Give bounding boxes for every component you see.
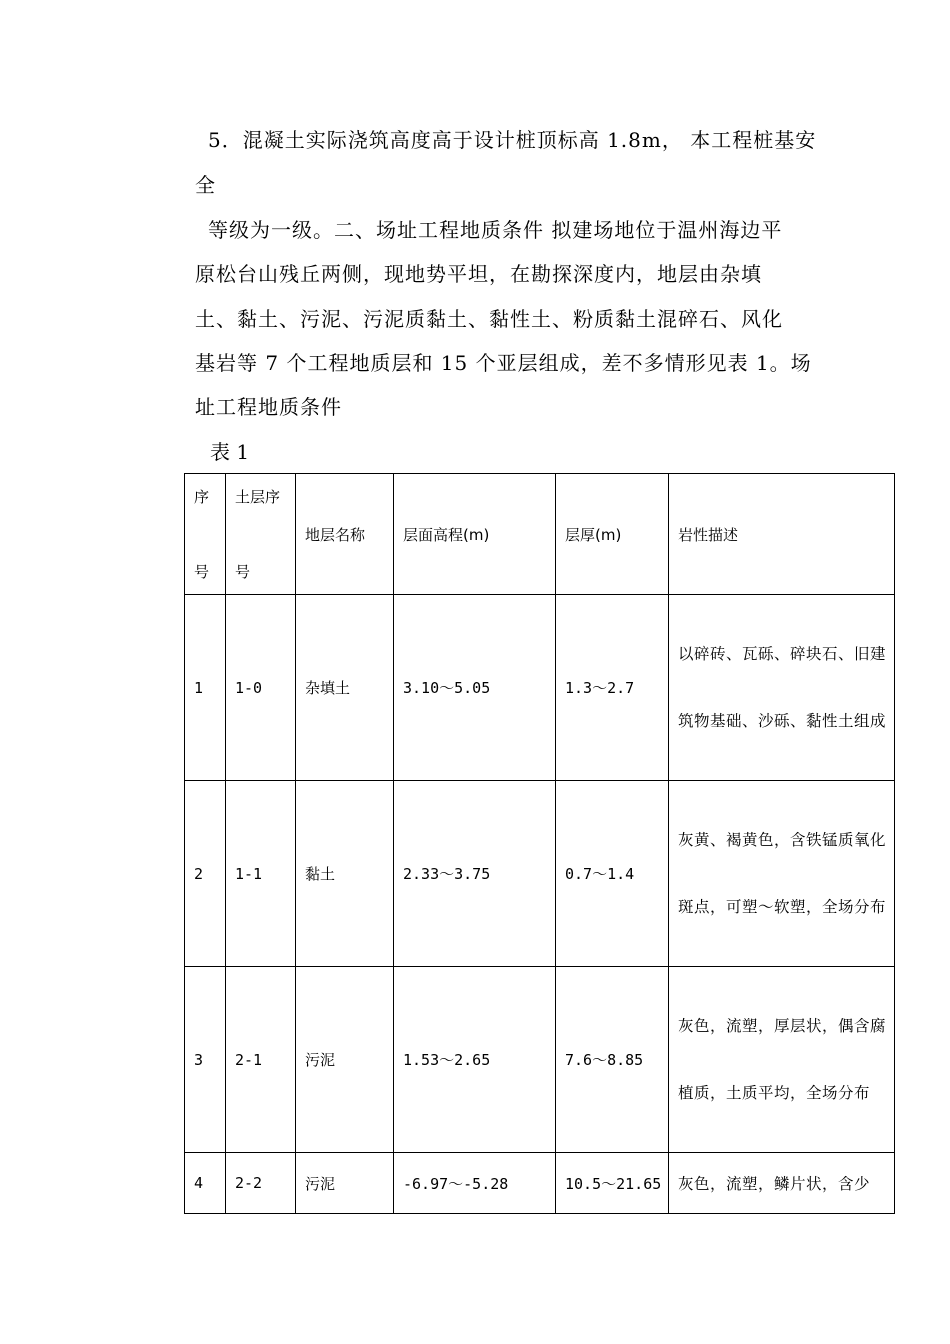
cell-thickness: 0.7～1.4 — [556, 781, 669, 967]
cell-no: 2 — [185, 781, 226, 967]
cell-name: 污泥 — [296, 967, 394, 1153]
header-elevation: 层面高程(m) — [394, 474, 556, 595]
cell-no: 3 — [185, 967, 226, 1153]
paragraph-line: 等级为一级。二、场址工程地质条件 拟建场地位于温州海边平 — [208, 218, 783, 242]
cell-layer-no: 2-2 — [226, 1153, 296, 1214]
geology-table — [184, 473, 895, 1214]
paragraph-line: 5．混凝土实际浇筑高度高于设计桩顶标高 1.8m， 本工程桩基安 — [208, 128, 817, 152]
table-row — [185, 1153, 895, 1214]
cell-layer-no: 1-0 — [226, 595, 296, 781]
header-no-top: 序 — [194, 488, 210, 506]
cell-elevation: 1.53～2.65 — [394, 967, 556, 1153]
cell-thickness: 1.3～2.7 — [556, 595, 669, 781]
cell-name: 黏土 — [296, 781, 394, 967]
header-no-bottom: 号 — [194, 563, 210, 581]
cell-description: 灰色，流塑，鳞片状，含少 — [669, 1153, 895, 1214]
cell-elevation: 2.33～3.75 — [394, 781, 556, 967]
table-row — [185, 595, 895, 781]
header-description: 岩性描述 — [669, 474, 895, 595]
table-header-row — [185, 474, 895, 595]
cell-elevation: -6.97～-5.28 — [394, 1153, 556, 1214]
cell-description: 以碎砖、瓦砾、碎块石、旧建筑物基础、沙砾、黏性土组成 — [669, 595, 895, 781]
cell-layer-no: 1-1 — [226, 781, 296, 967]
header-layer-no-top: 土层序 — [235, 488, 281, 506]
header-name: 地层名称 — [296, 474, 394, 595]
table-row — [185, 781, 895, 967]
cell-name: 污泥 — [296, 1153, 394, 1214]
paragraph-line: 原松台山残丘两侧，现地势平坦，在勘探深度内，地层由杂填 — [195, 262, 762, 286]
header-no — [185, 474, 226, 595]
cell-no: 1 — [185, 595, 226, 781]
paragraph-line: 全 — [195, 173, 216, 197]
header-thickness: 层厚(m) — [556, 474, 669, 595]
cell-thickness: 7.6～8.85 — [556, 967, 669, 1153]
cell-no: 4 — [185, 1153, 226, 1214]
paragraph-line: 址工程地质条件 — [195, 395, 342, 419]
cell-thickness: 10.5～21.65 — [556, 1153, 669, 1214]
cell-layer-no: 2-1 — [226, 967, 296, 1153]
table-caption: 表 1 — [210, 440, 250, 464]
paragraph-line: 土、黏土、污泥、污泥质黏土、黏性土、粉质黏土混碎石、风化 — [195, 307, 783, 331]
paragraph-line: 基岩等 7 个工程地质层和 15 个亚层组成，差不多情形见表 1。场 — [195, 351, 812, 375]
header-layer-no — [226, 474, 296, 595]
cell-description: 灰色，流塑，厚层状，偶含腐植质，土质平均，全场分布 — [669, 967, 895, 1153]
table-row — [185, 967, 895, 1153]
header-layer-no-bottom: 号 — [235, 563, 251, 581]
cell-description: 灰黄、褐黄色，含铁锰质氧化斑点，可塑～软塑，全场分布 — [669, 781, 895, 967]
cell-name: 杂填土 — [296, 595, 394, 781]
cell-elevation: 3.10～5.05 — [394, 595, 556, 781]
